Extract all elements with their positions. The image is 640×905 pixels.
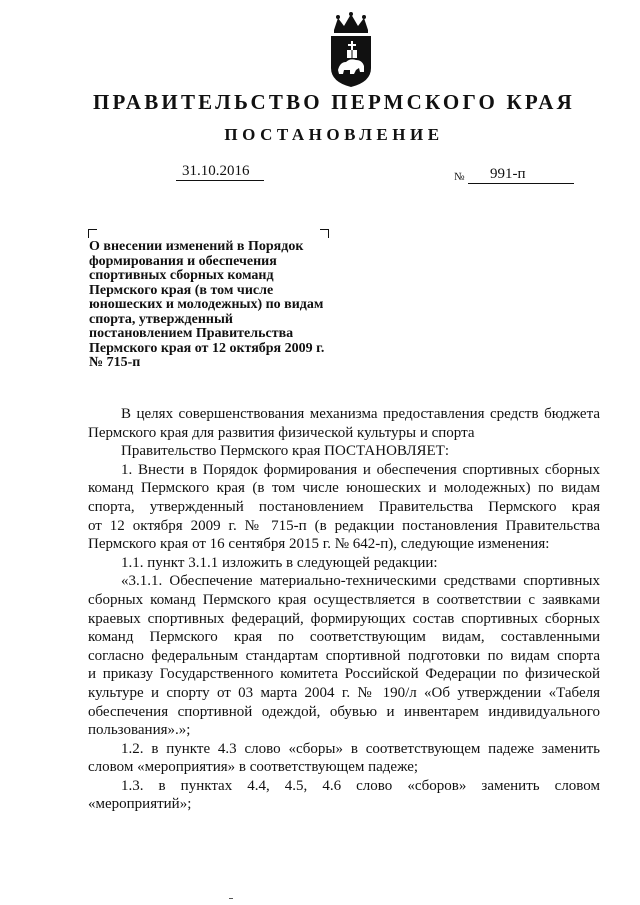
text-line: В целях совершенствования механизма предоставления средств бюджета <box>121 406 600 422</box>
text-line: и приказу Государственного комитета Российской Федерации по физической <box>88 666 600 683</box>
text-line: краевых спортивных федераций, формирующих состав спортивных сборных <box>88 610 600 627</box>
subject-corner-left <box>88 229 97 238</box>
text-line: «3.1.1. Обеспечение материально-техническими средствами спортивных <box>121 573 600 590</box>
subject-line: спорта, утвержденный <box>89 311 233 327</box>
text-line: 1.1. пункт 3.1.1 изложить в следующей редакции: <box>121 554 438 571</box>
subject-line: № 715-п <box>89 355 141 370</box>
text-line: Правительство Пермского края ПОСТАНОВЛЯЕТ: <box>121 443 450 460</box>
subject-line: Пермского края от 12 октября 2009 г. <box>89 340 325 356</box>
perm-krai-coat-of-arms-icon <box>328 12 374 88</box>
subject-line: О внесении изменений в Порядок <box>89 239 304 254</box>
text-line: обеспечения спортивной одеждой, обувью и инвентарем индивидуального <box>88 703 600 720</box>
text-line: Пермского края для развития физической культуры и спорта <box>88 424 475 441</box>
text-line: 1.3. в пунктах 4.4, 4.5, 4.6 слово «сборов» заменить словом <box>121 777 600 794</box>
text-line: от 12 октября 2009 г. № 715-п (в редакции постановления Правительства <box>88 517 600 534</box>
subject-line: спортивных сборных команд <box>89 268 274 283</box>
document-date: 31.10.2016 <box>176 163 264 181</box>
text-line: культуре и спорту от 03 марта 2004 г. № 190/л «Об утверждении «Табеля <box>88 684 600 701</box>
paragraph-preamble <box>88 405 600 442</box>
text-line: словом «мероприятия» в соответствующем падеже; <box>88 759 419 776</box>
paragraph-item-1-3 <box>88 777 600 814</box>
subject-line: юношеских и молодежных) по видам <box>89 297 324 312</box>
text-line: 1. Внести в Порядок формирования и обеспечения спортивных сборных <box>121 461 600 478</box>
document-type: ПОСТАНОВЛЕНИЕ <box>224 125 444 144</box>
subject-line: Пермского края (в том числе <box>89 282 274 298</box>
text-line: 1.2. в пункте 4.3 слово «сборы» в соответствующем падеже заменить <box>121 740 600 757</box>
text-line: согласно федеральным стандартам спортивной подготовки по видам спорта <box>88 647 600 664</box>
document-body <box>88 405 600 814</box>
page-mark <box>229 898 233 899</box>
subject-line: формирования и обеспечения <box>89 253 277 269</box>
paragraph-resolves <box>88 442 600 461</box>
subject-corner-right <box>320 229 329 238</box>
paragraph-item-1 <box>88 461 600 554</box>
text-line: команд Пермского края по соответствующим видам, составленными <box>88 629 600 646</box>
number-label: № <box>454 171 465 183</box>
government-title: ПРАВИТЕЛЬСТВО ПЕРМСКОГО КРАЯ <box>92 90 575 114</box>
text-line: пользования».»; <box>88 722 191 739</box>
text-line: «мероприятий»; <box>88 796 192 813</box>
text-line: команд Пермского края (в том числе юношеских и молодежных) по видам <box>88 480 600 497</box>
paragraph-quoted-3-1-1 <box>88 572 600 739</box>
subject-line: постановлением Правительства <box>89 326 294 341</box>
paragraph-item-1-2 <box>88 740 600 777</box>
paragraph-item-1-1 <box>88 554 600 573</box>
text-line: спорта, утвержденный постановлением Правительства Пермского края <box>88 498 600 515</box>
document-number: 991-п <box>468 166 574 184</box>
text-line: сборных команд Пермского края осуществляется в соответствии с заявками <box>88 591 600 608</box>
text-line: Пермского края от 16 сентября 2015 г. № 642-п), следующие изменения: <box>88 536 550 553</box>
document-subject <box>89 240 349 371</box>
